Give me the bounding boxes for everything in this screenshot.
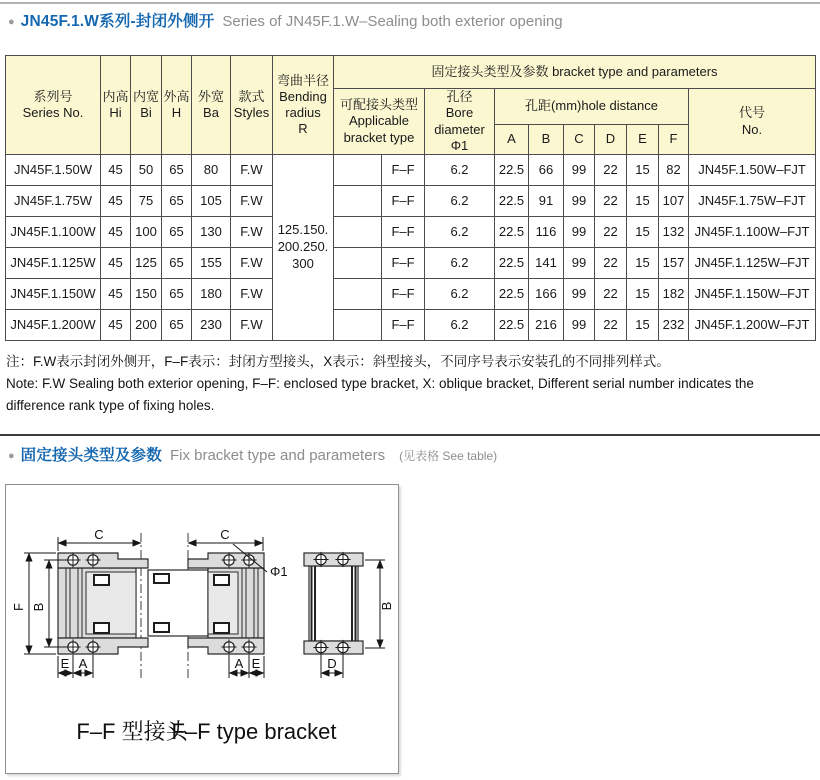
cell-b: 216 [529, 310, 564, 341]
header-hole-d: D [595, 125, 627, 155]
section1-title [8, 9, 563, 31]
cell-a: 22.5 [495, 310, 529, 341]
cell-blank [334, 310, 382, 341]
cell-style: F.W [231, 248, 273, 279]
header-hole-b: B [529, 125, 564, 155]
cell-c: 99 [564, 310, 595, 341]
cell-bi: 150 [131, 279, 162, 310]
cell-blank [334, 279, 382, 310]
cell-e: 15 [627, 248, 659, 279]
cell-h: 65 [162, 186, 192, 217]
header-hole-f: F [659, 125, 689, 155]
cell-d: 22 [595, 248, 627, 279]
cell-f: 157 [659, 248, 689, 279]
table-row [6, 279, 816, 310]
header-hole-c: C [564, 125, 595, 155]
cell-bending-radius: 125.150. 200.250. 300 [273, 155, 334, 341]
note-zh: 注：F.W表示封闭外侧开，F–F表示：封闭方型接头，X表示：斜型接头，不同序号表示安装孔的不同排列样式。 [6, 354, 670, 369]
cell-no: JN45F.1.100W–FJT [689, 217, 816, 248]
bracket-diagram [6, 485, 398, 773]
cell-b: 166 [529, 279, 564, 310]
header-hole-e: E [627, 125, 659, 155]
cell-bi: 75 [131, 186, 162, 217]
cell-a: 22.5 [495, 248, 529, 279]
cell-ba: 130 [192, 217, 231, 248]
cell-ba: 180 [192, 279, 231, 310]
cell-d: 22 [595, 310, 627, 341]
cell-series: JN45F.1.150W [6, 279, 101, 310]
bullet-icon: ● [8, 16, 15, 28]
header-styles: 款式 Styles [231, 56, 273, 155]
section2-title [8, 443, 497, 465]
cell-a: 22.5 [495, 279, 529, 310]
dim-label-a-left: A [78, 656, 88, 671]
cell-ba: 230 [192, 310, 231, 341]
cell-ba: 155 [192, 248, 231, 279]
cell-no: JN45F.1.75W–FJT [689, 186, 816, 217]
cell-bore: 6.2 [425, 217, 495, 248]
cell-bore: 6.2 [425, 248, 495, 279]
cell-c: 99 [564, 248, 595, 279]
cell-bore: 6.2 [425, 186, 495, 217]
cell-hi: 45 [101, 248, 131, 279]
dim-label-b-right: B [379, 601, 394, 611]
cell-hi: 45 [101, 155, 131, 186]
dim-label-phi: Φ1 [270, 564, 288, 579]
header-hole-a: A [495, 125, 529, 155]
cell-style: F.W [231, 310, 273, 341]
cell-series: JN45F.1.200W [6, 310, 101, 341]
cell-b: 116 [529, 217, 564, 248]
section1-title-zh: JN45F.1.W系列-封闭外侧开 [20, 13, 215, 30]
cell-d: 22 [595, 186, 627, 217]
cell-f: 182 [659, 279, 689, 310]
table-row [6, 310, 816, 341]
spec-table-container [5, 55, 815, 341]
cell-c: 99 [564, 217, 595, 248]
cell-blank [334, 155, 382, 186]
front-view [58, 533, 264, 681]
cell-bracket: F–F [382, 217, 425, 248]
cell-b: 91 [529, 186, 564, 217]
cell-e: 15 [627, 217, 659, 248]
dim-label-f: F [11, 603, 26, 611]
cell-style: F.W [231, 186, 273, 217]
drawing-caption-zh: F–F 型接头 [76, 719, 188, 744]
cell-series: JN45F.1.50W [6, 155, 101, 186]
cell-f: 82 [659, 155, 689, 186]
cell-bracket: F–F [382, 279, 425, 310]
cell-e: 15 [627, 186, 659, 217]
cell-style: F.W [231, 155, 273, 186]
cell-h: 65 [162, 279, 192, 310]
cell-hi: 45 [101, 279, 131, 310]
cell-a: 22.5 [495, 155, 529, 186]
section-divider-rule [0, 434, 820, 436]
header-applicable-bracket: 可配接头类型 Applicable bracket type [334, 89, 425, 155]
header-hi: 内高 Hi [101, 56, 131, 155]
side-view [304, 552, 363, 655]
table-row [6, 186, 816, 217]
note-en: Note: F.W Sealing both exterior opening, F–F: enclosed type bracket, X: oblique bracket, Different serial number indicates the difference rank type of fixing holes. [6, 375, 754, 413]
cell-bracket: F–F [382, 155, 425, 186]
bracket-drawing-box [5, 484, 399, 774]
section1-title-en: Series of JN45F.1.W–Sealing both exterior opening [222, 13, 563, 30]
cell-bore: 6.2 [425, 155, 495, 186]
cell-style: F.W [231, 279, 273, 310]
dim-label-c-left: C [94, 527, 104, 542]
cell-d: 22 [595, 279, 627, 310]
cell-series: JN45F.1.100W [6, 217, 101, 248]
cell-blank [334, 248, 382, 279]
cell-f: 107 [659, 186, 689, 217]
cell-f: 132 [659, 217, 689, 248]
cell-blank [334, 217, 382, 248]
cell-e: 15 [627, 155, 659, 186]
cell-bi: 50 [131, 155, 162, 186]
header-ba: 外宽 Ba [192, 56, 231, 155]
cell-hi: 45 [101, 217, 131, 248]
cell-no: JN45F.1.150W–FJT [689, 279, 816, 310]
cell-no: JN45F.1.125W–FJT [689, 248, 816, 279]
cell-d: 22 [595, 217, 627, 248]
header-group-bracket: 固定接头类型及参数 bracket type and parameters [334, 56, 816, 89]
cell-e: 15 [627, 310, 659, 341]
table-row [6, 248, 816, 279]
header-bore-diameter: 孔径 Bore diameter Φ1 [425, 89, 495, 155]
drawing-caption-en: F–F type bracket [171, 719, 337, 744]
header-bending-radius: 弯曲半径 Bending radius R [273, 56, 334, 155]
cell-bracket: F–F [382, 186, 425, 217]
cell-c: 99 [564, 186, 595, 217]
cell-d: 22 [595, 155, 627, 186]
cell-bracket: F–F [382, 310, 425, 341]
cell-a: 22.5 [495, 217, 529, 248]
cell-bore: 6.2 [425, 279, 495, 310]
cell-no: JN45F.1.50W–FJT [689, 155, 816, 186]
dim-label-e-left: E [60, 656, 70, 671]
cell-h: 65 [162, 248, 192, 279]
section2-title-zh: 固定接头类型及参数 [20, 447, 162, 464]
cell-c: 99 [564, 279, 595, 310]
cell-bracket: F–F [382, 248, 425, 279]
table-notes [6, 351, 812, 417]
cell-bi: 125 [131, 248, 162, 279]
table-row [6, 155, 816, 186]
page-top-rule [0, 2, 820, 4]
cell-a: 22.5 [495, 186, 529, 217]
header-group-hole-distance: 孔距(mm)hole distance [495, 89, 689, 125]
dim-label-e-right: E [251, 656, 261, 671]
cell-hi: 45 [101, 310, 131, 341]
cell-b: 66 [529, 155, 564, 186]
cell-f: 232 [659, 310, 689, 341]
cell-ba: 80 [192, 155, 231, 186]
cell-no: JN45F.1.200W–FJT [689, 310, 816, 341]
cell-bore: 6.2 [425, 310, 495, 341]
cell-blank [334, 186, 382, 217]
cell-hi: 45 [101, 186, 131, 217]
dim-label-b-left: B [31, 602, 46, 612]
cell-style: F.W [231, 217, 273, 248]
cell-b: 141 [529, 248, 564, 279]
header-no: 代号 No. [689, 89, 816, 155]
section2-title-en: Fix bracket type and parameters [169, 447, 386, 464]
cell-bi: 100 [131, 217, 162, 248]
dim-label-c-right: C [220, 527, 230, 542]
cell-series: JN45F.1.75W [6, 186, 101, 217]
header-series: 系列号 Series No. [6, 56, 101, 155]
cell-e: 15 [627, 279, 659, 310]
cell-ba: 105 [192, 186, 231, 217]
dim-label-a-right: A [234, 656, 244, 671]
cell-h: 65 [162, 217, 192, 248]
cell-h: 65 [162, 310, 192, 341]
bullet-icon: ● [8, 450, 15, 462]
cell-bi: 200 [131, 310, 162, 341]
section2-see-table: (见表格 See table) [399, 449, 498, 463]
spec-table [5, 55, 816, 341]
cell-h: 65 [162, 155, 192, 186]
header-h: 外高 H [162, 56, 192, 155]
cell-series: JN45F.1.125W [6, 248, 101, 279]
header-bi: 内宽 Bi [131, 56, 162, 155]
cell-c: 99 [564, 155, 595, 186]
table-row [6, 217, 816, 248]
dim-label-d: D [327, 656, 337, 671]
